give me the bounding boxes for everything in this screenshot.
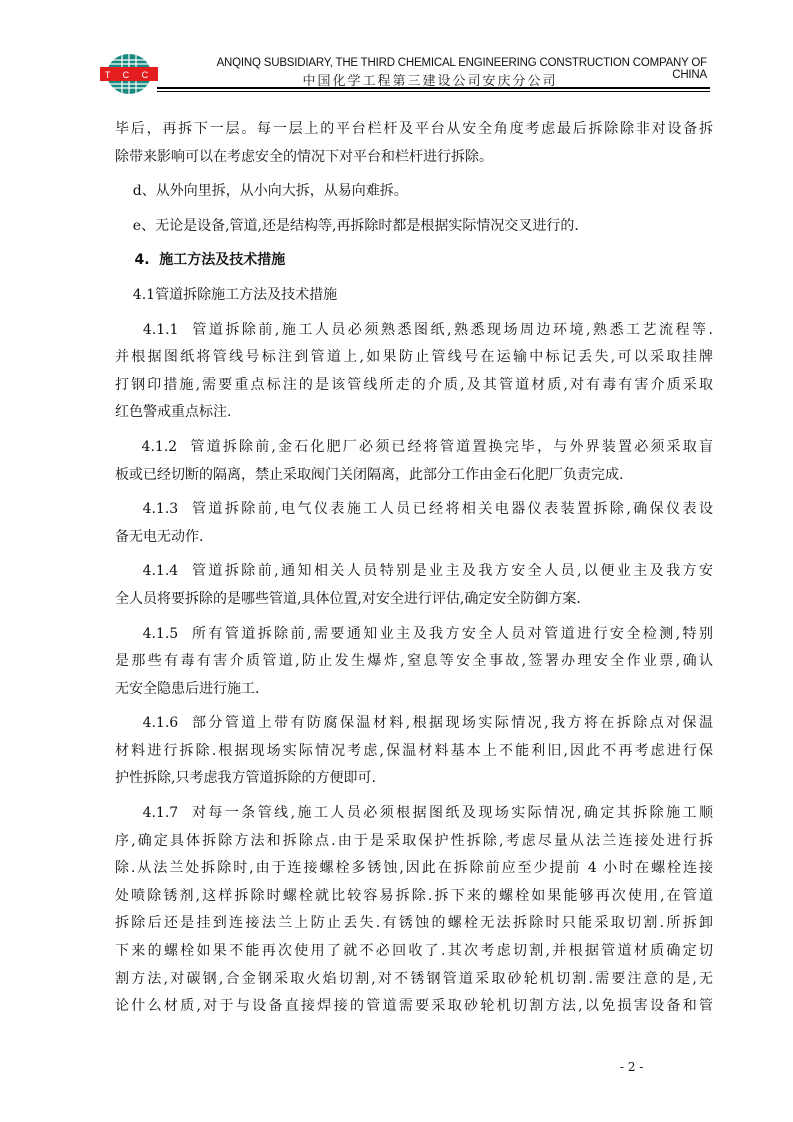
header-chinese: 中国化学工程第三建设公司安庆分公司 (302, 74, 558, 89)
text-line: 是那些有毒有害介质管道,防止发生爆炸,窒息等安全事故,签署办理安全作业票,确认 (115, 653, 713, 670)
text-line: e、无论是设备,管道,还是结构等,再拆除时都是根据实际情况交叉进行的. (115, 217, 579, 234)
paragraph (115, 282, 713, 310)
text-line: 4.1管道拆除施工方法及技术措施 (115, 286, 338, 303)
company-logo (100, 53, 158, 95)
text-line: 打钢印措施,需要重点标注的是该管线所走的介质,及其管道材质,对有毒有害介质采取 (115, 376, 713, 393)
text-line: 材料进行拆除.根据现场实际情况考虑,保温材料基本上不能利旧,因此不再考虑进行保 (115, 742, 713, 759)
paragraph (115, 213, 713, 241)
paragraph (115, 710, 713, 793)
paragraph (115, 496, 713, 551)
text-line: 无安全隐患后进行施工. (115, 680, 260, 697)
text-line: 割方法,对碳钢,合金钢采取火焰切割,对不锈钢管道采取砂轮机切割.需要注意的是,无 (115, 970, 713, 987)
text-line: 4.1.6 部分管道上带有防腐保温材料,根据现场实际情况,我方将在拆除点对保温 (115, 715, 713, 732)
paragraph (115, 800, 713, 1021)
text-line: 处喷除锈剂,这样拆除时螺栓就比较容易拆除.拆下来的螺栓如果能够再次使用,在管道 (115, 887, 713, 904)
header-rule-thin (157, 91, 710, 92)
text-line: 4.1.1 管道拆除前,施工人员必须熟悉图纸,熟悉现场周边环境,熟悉工艺流程等. (115, 321, 713, 338)
text-line: 护性拆除,只考虑我方管道拆除的方便即可. (115, 770, 376, 787)
text-line: 除带来影响可以在考虑安全的情况下对平台和栏杆进行拆除。 (115, 148, 493, 165)
text-line: 板或已经切断的隔离，禁止采取阀门关闭隔离，此部分工作由金石化肥厂负责完成. (115, 466, 624, 483)
paragraph (115, 178, 713, 206)
text-line: 红色警戒重点标注. (115, 404, 232, 421)
text-line: 4.1.2 管道拆除前,金石化肥厂必须已经将管道置换完毕，与外界装置必须采取盲 (115, 438, 713, 455)
text-line: d、从外向里拆，从小向大拆，从易向难拆。 (115, 183, 408, 200)
text-line: 并根据图纸将管线号标注到管道上,如果防止管线号在运输中标记丢失,可以采取挂牌 (115, 349, 713, 366)
text-line: 4.1.3 管道拆除前,电气仪表施工人员已经将相关电器仪表装置拆除,确保仪表设 (115, 501, 713, 518)
text-line: 全人员将要拆除的是哪些管道,具体位置,对安全进行评估,确定安全防御方案. (115, 590, 581, 607)
text-line: 序,确定具体拆除方法和拆除点.由于是采取保护性拆除,考虑尽量从法兰连接处进行拆 (115, 832, 713, 849)
text-line: 下来的螺栓如果不能再次使用了就不必回收了.其次考虑切割,并根据管道材质确定切 (115, 943, 713, 960)
text-line: 论什么材质,对于与设备直接焊接的管道需要采取砂轮机切割方法,以免损害设备和管 (115, 998, 713, 1015)
paragraph (115, 621, 713, 704)
text-line: 4.1.5 所有管道拆除前,需要通知业主及我方安全人员对管道进行安全检测,特别 (115, 625, 713, 642)
paragraph (115, 558, 713, 613)
paragraph (115, 317, 713, 427)
header-english: ANQINQ SUBSIDIARY, THE THIRD CHEMICAL ENGINEERING CONSTRUCTION COMPANY OF CHINA (216, 57, 707, 81)
document-body (115, 116, 713, 1028)
text-line: 拆除后还是挂到连接法兰上防止丢失.有锈蚀的螺栓无法拆除时只能采取切割.所拆卸 (115, 915, 713, 932)
text-line: 除.从法兰处拆除时,由于连接螺栓多锈蚀,因此在拆除前应至少提前 4 小时在螺栓连接 (115, 860, 713, 877)
paragraph (115, 434, 713, 489)
text-line: 毕后，再拆下一层。每一层上的平台栏杆及平台从安全角度考虑最后拆除除非对设备拆 (115, 121, 713, 137)
section-heading (115, 247, 713, 275)
text-line: 4. 施工方法及技术措施 (115, 252, 286, 269)
page-number: - 2 - (620, 1060, 644, 1074)
text-line: 4.1.7 对每一条管线,施工人员必须根据图纸及现场实际情况,确定其拆除施工顺 (115, 805, 713, 822)
header-rule (157, 87, 710, 89)
text-line: 4.1.4 管道拆除前,通知相关人员特别是业主及我方安全人员,以便业主及我方安 (115, 563, 713, 580)
paragraph (115, 116, 713, 171)
logo-text: T C C (104, 70, 154, 80)
text-line: 备无电无动作. (115, 528, 204, 545)
